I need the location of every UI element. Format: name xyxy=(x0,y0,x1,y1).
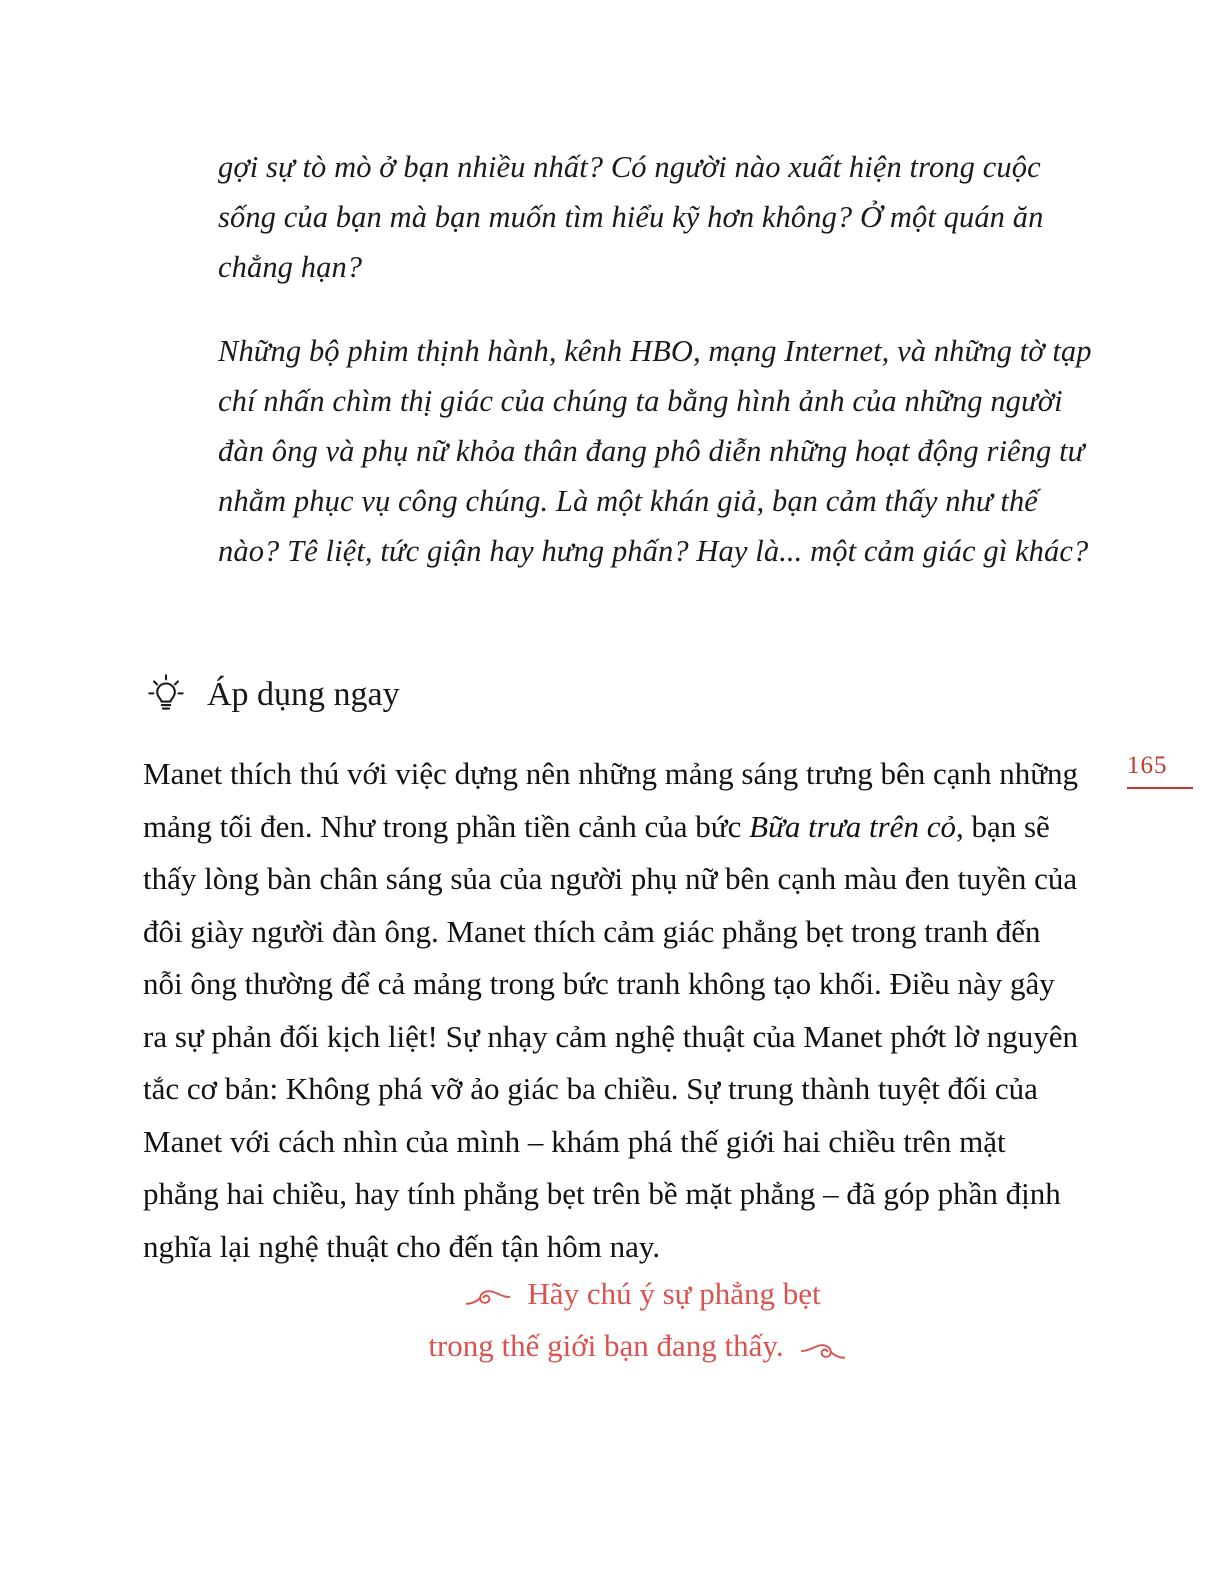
pull-quote-row-1 xyxy=(330,1268,950,1320)
body-text-part-2: , bạn sẽ thấy lòng bàn chân sáng sủa của người phụ nữ bên cạnh màu đen tuyền của đôi giày người đàn ông. Manet thích cảm giác phẳng bẹt trong tranh đến nỗi ông thường để cả mảng trong bức tranh không tạo khối. Điều này gây ra sự phản đối kịch liệt! Sự nhạy cảm nghệ thuật của Manet phớt lờ nguyên tắc cơ bản: Không phá vỡ ảo giác ba chiều. Sự trung thành tuyệt đối của Manet với cách nhìn của mình – khám phá thế giới hai chiều trên mặt phẳng hai chiều, hay tính phẳng bẹt trên bề mặt phẳng – đã góp phần định nghĩa lại nghệ thuật cho đến tận hôm nay. xyxy=(143,808,1079,1264)
body-paragraph xyxy=(143,748,1083,1273)
body-text-block xyxy=(143,748,1083,1273)
section-heading xyxy=(143,672,400,718)
intro-paragraph-2: Những bộ phim thịnh hành, kênh HBO, mạng Internet, và những tờ tạp chí nhấn chìm thị giác của chúng ta bằng hình ảnh của những người đàn ông và phụ nữ khỏa thân đang phô diễn những hoạt động riêng tư nhằm phục vụ công chúng. Là một khán giả, bạn cảm thấy như thế nào? Tê liệt, tức giận hay hưng phấn? Hay là... một cảm giác gì khác? xyxy=(218,334,1092,568)
body-text-part-1: Manet thích thú với việc dựng nên những mảng sáng trưng bên cạnh những mảng tối đen. Như trong phần tiền cảnh của bức xyxy=(143,756,1079,844)
section-title: Áp dụng ngay xyxy=(207,676,400,713)
folio-rule xyxy=(1127,787,1193,789)
pull-quote-row-2 xyxy=(330,1320,950,1372)
page-folio xyxy=(1127,752,1197,789)
artwork-title: Bữa trưa trên cỏ xyxy=(749,808,956,844)
lightbulb-icon xyxy=(143,672,189,718)
flourish-right-icon xyxy=(798,1324,852,1368)
intro-paragraph-block xyxy=(218,142,1098,610)
pull-quote xyxy=(330,1268,950,1372)
page-number: 165 xyxy=(1127,752,1168,779)
intro-paragraph-1: gợi sự tò mò ở bạn nhiều nhất? Có người nào xuất hiện trong cuộc sống của bạn mà bạn muốn tìm hiểu kỹ hơn không? Ở một quán ăn chẳng hạn? xyxy=(218,150,1044,284)
pull-quote-line-2: trong thế giới bạn đang thấy. xyxy=(428,1328,784,1363)
flourish-left-icon xyxy=(459,1274,513,1314)
pull-quote-line-1: Hãy chú ý sự phẳng bẹt xyxy=(527,1276,821,1311)
